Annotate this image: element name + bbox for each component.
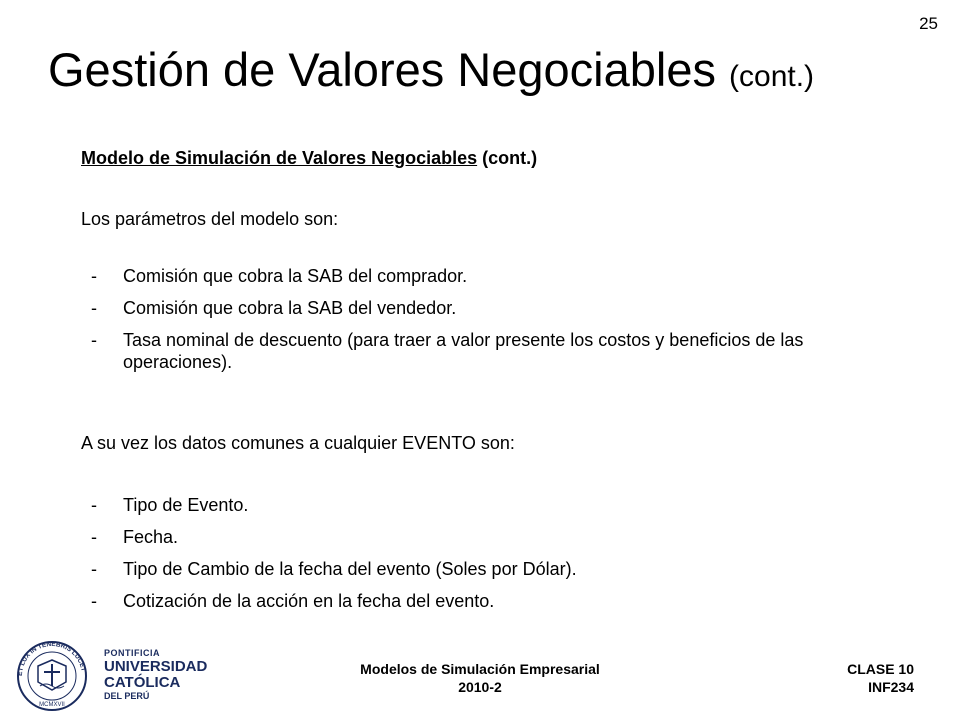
- subtitle-rest: (cont.): [482, 148, 538, 168]
- logo-line-4: DEL PERÚ: [104, 691, 150, 701]
- logo-line-3: CATÓLICA: [104, 674, 181, 691]
- footer-course: [0, 660, 960, 696]
- list-item-text: Comisión que cobra la SAB del vendedor.: [123, 298, 457, 318]
- footer-class-info: [847, 660, 914, 696]
- bullet-dash: -: [91, 591, 97, 611]
- list-item: [81, 590, 841, 612]
- svg-text:MCMXVII: MCMXVII: [39, 702, 65, 708]
- section-subtitle: [81, 148, 537, 169]
- logo-line-2: UNIVERSIDAD: [104, 658, 208, 675]
- list-item: [81, 558, 841, 580]
- svg-text:ET LUX IN TENEBRIS LUCET: ET LUX IN TENEBRIS LUCET: [16, 640, 87, 677]
- event-intro: A su vez los datos comunes a cualquier EVENTO son:: [81, 433, 515, 453]
- logo-line-1: PONTIFICIA: [104, 648, 160, 658]
- bullet-dash: -: [91, 298, 97, 318]
- slide-number: 25: [919, 14, 938, 33]
- event-fields-list: [81, 494, 841, 622]
- footer-class-label: CLASE 10: [847, 661, 914, 677]
- list-item: [81, 526, 841, 548]
- list-item-text: Tipo de Cambio de la fecha del evento (Soles por Dólar).: [123, 559, 577, 579]
- bullet-dash: -: [91, 330, 97, 350]
- list-item-text: Fecha.: [123, 527, 179, 547]
- footer-course-code: INF234: [868, 679, 914, 695]
- list-item: [81, 265, 841, 287]
- title-main: Gestión de Valores Negociables: [48, 43, 716, 96]
- bullet-dash: -: [91, 266, 97, 286]
- params-intro: Los parámetros del modelo son:: [81, 209, 339, 229]
- bullet-dash: -: [91, 495, 97, 515]
- footer-term: 2010-2: [458, 679, 502, 695]
- list-item: [81, 297, 841, 319]
- list-item-text: Tipo de Evento.: [123, 495, 249, 515]
- bullet-dash: -: [91, 527, 97, 547]
- subtitle-underlined: Modelo de Simulación de Valores Negociables: [81, 148, 478, 168]
- slide-title: [48, 38, 938, 109]
- list-item-text: Comisión que cobra la SAB del comprador.: [123, 266, 468, 286]
- title-suffix: (cont.): [729, 60, 815, 93]
- list-item: [81, 494, 841, 516]
- footer-course-name: Modelos de Simulación Empresarial: [360, 661, 600, 677]
- list-item: [81, 329, 841, 373]
- params-list: [81, 265, 841, 383]
- list-item-text: Tasa nominal de descuento (para traer a valor presente los costos y beneficios de las operaciones).: [123, 330, 804, 372]
- bullet-dash: -: [91, 559, 97, 579]
- list-item-text: Cotización de la acción en la fecha del evento.: [123, 591, 495, 611]
